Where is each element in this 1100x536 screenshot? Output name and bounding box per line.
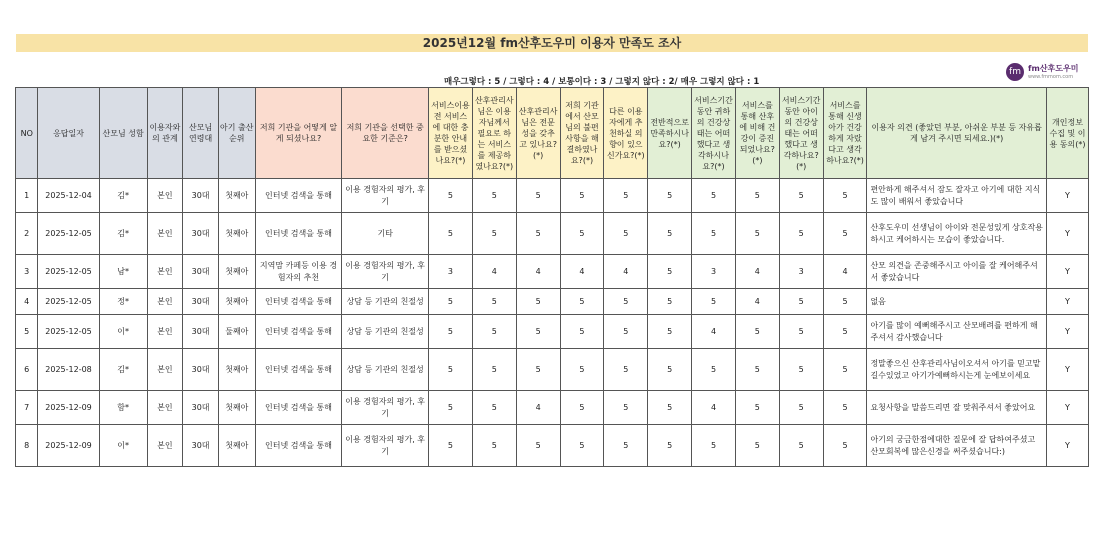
table-row [16, 255, 1089, 289]
score-cell: 5 [604, 179, 648, 213]
score-cell: 5 [823, 179, 867, 213]
column-header: 산모님 성함 [99, 88, 147, 179]
score-cell: 5 [516, 213, 560, 255]
column-header: 서비스기간 동안 귀하의 건강상태는 어떠했다고 생각하시나요?(*) [692, 88, 736, 179]
birth-order-cell: 첫째아 [218, 289, 255, 315]
age-group-cell: 30대 [183, 349, 219, 391]
column-header: 다른 이용자에게 추천하실 의향이 있으신가요?(*) [604, 88, 648, 179]
score-cell: 5 [779, 425, 823, 467]
birth-order-cell: 둘째아 [218, 315, 255, 349]
column-header: 저희 기관을 어떻게 알게 되셨나요? [255, 88, 342, 179]
score-cell: 5 [648, 179, 692, 213]
score-cell: 5 [648, 289, 692, 315]
score-cell: 5 [604, 349, 648, 391]
score-cell: 5 [692, 349, 736, 391]
comment-cell: 산후도우미 선생님이 아이와 전문성있게 상호작용하시고 케어하시는 모습이 좋았습니다. [867, 213, 1047, 255]
row-number-cell: 3 [16, 255, 38, 289]
score-cell: 5 [604, 289, 648, 315]
consent-cell: Y [1046, 213, 1088, 255]
score-cell: 5 [516, 289, 560, 315]
response-date-cell: 2025-12-09 [38, 425, 99, 467]
score-cell: 5 [472, 289, 516, 315]
referral-source-cell: 인터넷 검색을 통해 [255, 315, 342, 349]
mother-name-cell: 김* [99, 349, 147, 391]
score-cell: 5 [692, 213, 736, 255]
score-cell: 5 [516, 179, 560, 213]
age-group-cell: 30대 [183, 425, 219, 467]
response-date-cell: 2025-12-08 [38, 349, 99, 391]
score-cell: 5 [779, 289, 823, 315]
consent-cell: Y [1046, 315, 1088, 349]
row-number-cell: 1 [16, 179, 38, 213]
column-header: 이용자 의견 (좋았던 부분, 아쉬운 부분 등 자유롭게 남겨 주시면 되세요.)(*) [867, 88, 1047, 179]
relation-cell: 본인 [147, 213, 183, 255]
age-group-cell: 30대 [183, 179, 219, 213]
score-cell: 5 [472, 315, 516, 349]
column-header: 서비스를 통해 산후에 비해 건강이 증진되었나요?(*) [735, 88, 779, 179]
score-cell: 5 [429, 289, 473, 315]
score-cell: 5 [472, 391, 516, 425]
score-cell: 5 [648, 213, 692, 255]
column-header: 산후관리사님은 이용자님께서 필요로 하는 서비스를 제공하였나요?(*) [472, 88, 516, 179]
score-cell: 5 [516, 349, 560, 391]
row-number-cell: 2 [16, 213, 38, 255]
consent-cell: Y [1046, 179, 1088, 213]
score-cell: 5 [429, 315, 473, 349]
score-cell: 5 [560, 425, 604, 467]
header-row [16, 88, 1089, 179]
selection-criteria-cell: 상담 등 기관의 친절성 [342, 289, 429, 315]
response-date-cell: 2025-12-09 [38, 391, 99, 425]
response-date-cell: 2025-12-05 [38, 289, 99, 315]
age-group-cell: 30대 [183, 315, 219, 349]
selection-criteria-cell: 이용 경험자의 평가, 후기 [342, 425, 429, 467]
consent-cell: Y [1046, 349, 1088, 391]
score-cell: 5 [779, 213, 823, 255]
table-row [16, 349, 1089, 391]
referral-source-cell: 인터넷 검색을 통해 [255, 289, 342, 315]
table-row [16, 425, 1089, 467]
relation-cell: 본인 [147, 315, 183, 349]
relation-cell: 본인 [147, 255, 183, 289]
birth-order-cell: 첫째아 [218, 425, 255, 467]
score-cell: 5 [779, 315, 823, 349]
age-group-cell: 30대 [183, 289, 219, 315]
score-cell: 4 [560, 255, 604, 289]
table-row [16, 289, 1089, 315]
score-cell: 5 [648, 391, 692, 425]
row-number-cell: 4 [16, 289, 38, 315]
selection-criteria-cell: 이용 경험자의 평가, 후기 [342, 255, 429, 289]
column-header: 산후관리사님은 전문성을 갖추고 있나요?(*) [516, 88, 560, 179]
response-date-cell: 2025-12-05 [38, 255, 99, 289]
score-cell: 4 [692, 315, 736, 349]
relation-cell: 본인 [147, 179, 183, 213]
referral-source-cell: 인터넷 검색을 통해 [255, 391, 342, 425]
score-cell: 5 [516, 315, 560, 349]
birth-order-cell: 첫째아 [218, 179, 255, 213]
mother-name-cell: 함* [99, 391, 147, 425]
score-cell: 5 [429, 179, 473, 213]
score-cell: 5 [735, 391, 779, 425]
response-date-cell: 2025-12-05 [38, 213, 99, 255]
score-cell: 5 [604, 425, 648, 467]
column-header: 서비스이용 전 서비스에 대한 충분한 안내를 받으셨나요?(*) [429, 88, 473, 179]
referral-source-cell: 인터넷 검색을 통해 [255, 349, 342, 391]
row-number-cell: 5 [16, 315, 38, 349]
column-header: 이용자와의 관계 [147, 88, 183, 179]
score-cell: 3 [692, 255, 736, 289]
score-cell: 5 [648, 315, 692, 349]
score-cell: 5 [560, 349, 604, 391]
column-header: 아기 출산 순위 [218, 88, 255, 179]
mother-name-cell: 이* [99, 425, 147, 467]
referral-source-cell: 인터넷 검색을 통해 [255, 213, 342, 255]
consent-cell: Y [1046, 289, 1088, 315]
birth-order-cell: 첫째아 [218, 213, 255, 255]
score-cell: 4 [472, 255, 516, 289]
comment-cell: 편안하게 해주셔서 잠도 잘자고 아기에 대한 지식도 많이 배워서 좋았습니다 [867, 179, 1047, 213]
score-cell: 5 [429, 425, 473, 467]
response-date-cell: 2025-12-04 [38, 179, 99, 213]
score-cell: 5 [735, 315, 779, 349]
score-cell: 5 [692, 425, 736, 467]
score-cell: 4 [823, 255, 867, 289]
column-header: 전반적으로 만족하시나요?(*) [648, 88, 692, 179]
score-cell: 5 [560, 391, 604, 425]
age-group-cell: 30대 [183, 213, 219, 255]
column-header: NO [16, 88, 38, 179]
score-cell: 5 [779, 391, 823, 425]
row-number-cell: 6 [16, 349, 38, 391]
score-cell: 5 [472, 213, 516, 255]
mother-name-cell: 이* [99, 315, 147, 349]
score-cell: 5 [560, 289, 604, 315]
score-cell: 5 [735, 179, 779, 213]
consent-cell: Y [1046, 391, 1088, 425]
column-header: 산모님 연령대 [183, 88, 219, 179]
score-cell: 5 [472, 349, 516, 391]
score-cell: 5 [823, 315, 867, 349]
relation-cell: 본인 [147, 391, 183, 425]
score-cell: 5 [604, 391, 648, 425]
mother-name-cell: 김* [99, 179, 147, 213]
brand-logo [1006, 63, 1090, 83]
column-header: 응답일자 [38, 88, 99, 179]
column-header: 개인정보 수집 및 이용 동의(*) [1046, 88, 1088, 179]
score-cell: 5 [604, 315, 648, 349]
mother-name-cell: 남* [99, 255, 147, 289]
selection-criteria-cell: 이용 경험자의 평가, 후기 [342, 179, 429, 213]
table-row [16, 315, 1089, 349]
column-header: 서비스를 통해 신생아가 건강하게 자랐다고 생각하나요?(*) [823, 88, 867, 179]
score-cell: 5 [823, 349, 867, 391]
table-row [16, 213, 1089, 255]
score-cell: 5 [823, 425, 867, 467]
row-number-cell: 8 [16, 425, 38, 467]
column-header: 저희 기관을 선택한 중요한 기준은? [342, 88, 429, 179]
birth-order-cell: 첫째아 [218, 391, 255, 425]
relation-cell: 본인 [147, 289, 183, 315]
selection-criteria-cell: 상담 등 기관의 친절성 [342, 315, 429, 349]
selection-criteria-cell: 상담 등 기관의 친절성 [342, 349, 429, 391]
comment-cell: 아기를 많이 예뻐해주시고 산모배려를 편하게 해주셔서 감사했습니다 [867, 315, 1047, 349]
score-cell: 5 [823, 391, 867, 425]
logo-icon: fm [1006, 63, 1024, 81]
column-header: 서비스기간 동안 아이의 건강상태는 어떠했다고 생각하나요?(*) [779, 88, 823, 179]
row-number-cell: 7 [16, 391, 38, 425]
age-group-cell: 30대 [183, 391, 219, 425]
score-cell: 5 [560, 315, 604, 349]
mother-name-cell: 김* [99, 213, 147, 255]
page-title: 2025년12월 fm산후도우미 이용자 만족도 조사 [16, 34, 1088, 52]
logo-url: www.fmmom.com [1028, 74, 1074, 80]
selection-criteria-cell: 이용 경험자의 평가, 후기 [342, 391, 429, 425]
score-cell: 4 [516, 391, 560, 425]
comment-cell: 아기의 궁금한점에대한 질문에 잘 답하여주셨고 산모회복에 많은신경을 써주셨습니다:) [867, 425, 1047, 467]
score-cell: 5 [735, 213, 779, 255]
score-cell: 5 [472, 179, 516, 213]
score-cell: 5 [823, 213, 867, 255]
score-cell: 5 [560, 213, 604, 255]
table-row [16, 179, 1089, 213]
score-cell: 5 [735, 425, 779, 467]
comment-cell: 산모 의견을 존중해주시고 아이를 잘 케어해주셔서 좋았습니다 [867, 255, 1047, 289]
referral-source-cell: 지역맘 카페등 이용 경험자의 추천 [255, 255, 342, 289]
score-cell: 5 [735, 349, 779, 391]
mother-name-cell: 정* [99, 289, 147, 315]
score-cell: 5 [779, 349, 823, 391]
score-cell: 5 [692, 289, 736, 315]
comment-cell: 없음 [867, 289, 1047, 315]
selection-criteria-cell: 기타 [342, 213, 429, 255]
score-cell: 5 [648, 425, 692, 467]
score-cell: 5 [429, 349, 473, 391]
comment-cell: 정말좋으신 산후관리사님이오셔서 아기를 믿고맡길수있었고 아기가예뻐하시는게 눈에보이세요 [867, 349, 1047, 391]
score-cell: 5 [429, 213, 473, 255]
rating-scale-legend: 매우그렇다 : 5 / 그렇다 : 4 / 보통이다 : 3 / 그렇지 않다 : 2/ 매우 그렇지 않다 : 1 [444, 77, 760, 87]
score-cell: 4 [516, 255, 560, 289]
score-cell: 4 [735, 289, 779, 315]
score-cell: 5 [516, 425, 560, 467]
score-cell: 5 [604, 213, 648, 255]
score-cell: 4 [604, 255, 648, 289]
score-cell: 4 [692, 391, 736, 425]
survey-table [15, 87, 1089, 467]
score-cell: 4 [735, 255, 779, 289]
birth-order-cell: 첫째아 [218, 255, 255, 289]
score-cell: 3 [429, 255, 473, 289]
score-cell: 5 [429, 391, 473, 425]
score-cell: 5 [648, 349, 692, 391]
relation-cell: 본인 [147, 349, 183, 391]
referral-source-cell: 인터넷 검색을 통해 [255, 425, 342, 467]
score-cell: 3 [779, 255, 823, 289]
score-cell: 5 [692, 179, 736, 213]
relation-cell: 본인 [147, 425, 183, 467]
table-row [16, 391, 1089, 425]
score-cell: 5 [472, 425, 516, 467]
score-cell: 5 [560, 179, 604, 213]
score-cell: 5 [823, 289, 867, 315]
response-date-cell: 2025-12-05 [38, 315, 99, 349]
age-group-cell: 30대 [183, 255, 219, 289]
comment-cell: 요청사항을 말씀드리면 잘 맞춰주셔서 좋았어요 [867, 391, 1047, 425]
score-cell: 5 [779, 179, 823, 213]
consent-cell: Y [1046, 255, 1088, 289]
birth-order-cell: 첫째아 [218, 349, 255, 391]
consent-cell: Y [1046, 425, 1088, 467]
referral-source-cell: 인터넷 검색을 통해 [255, 179, 342, 213]
column-header: 저희 기관에서 산모님의 불편사항을 해결하였나요?(*) [560, 88, 604, 179]
logo-name: fm산후도우미 [1028, 64, 1079, 73]
score-cell: 5 [648, 255, 692, 289]
